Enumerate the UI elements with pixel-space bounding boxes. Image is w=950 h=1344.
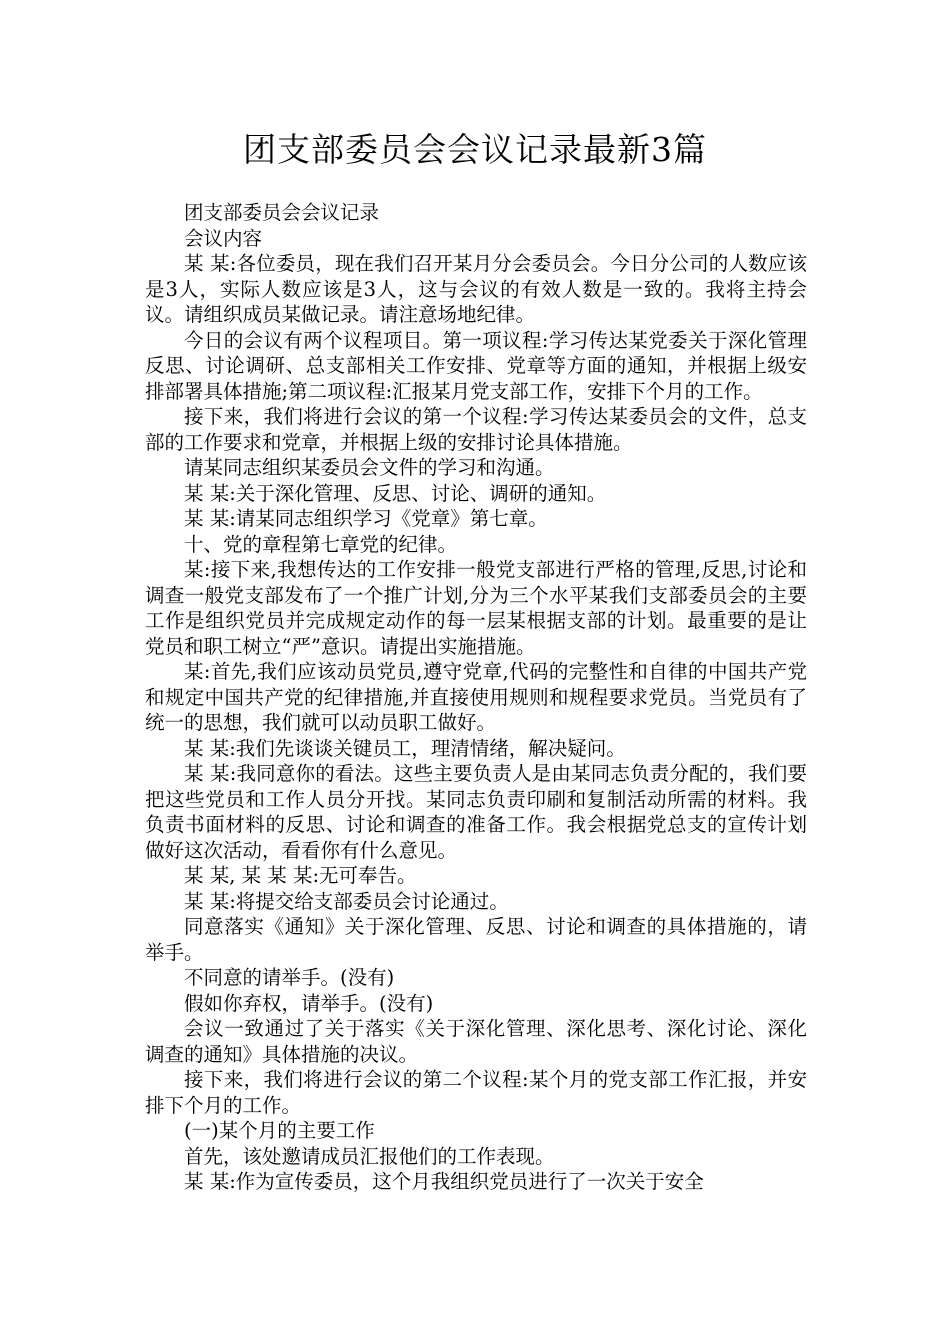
document-body [145, 200, 807, 1195]
paragraph: 某 某:各位委员，现在我们召开某月分会委员会。今日分公司的人数应该是3人，实际人数应该是3人，这与会议的有效人数是一致的。我将主持会议。请组织成员某做记录。请注意场地纪律。 [145, 252, 807, 326]
paragraph: 某 某:我们先谈谈关键员工，理清情绪，解决疑问。 [184, 736, 626, 760]
paragraph: 某 某:请某同志组织学习《党章》第七章。 [184, 507, 548, 530]
paragraph: 会议内容 [184, 226, 263, 250]
paragraph: 接下来，我们将进行会议的第二个议程:某个月的党支部工作汇报，并安排下个月的工作。 [145, 1068, 807, 1117]
paragraph: 不同意的请举手。(没有) [184, 966, 395, 989]
paragraph: 团支部委员会会议记录 [184, 201, 380, 224]
paragraph: 同意落实《通知》关于深化管理、反思、讨论和调查的具体措施的，请举手。 [145, 915, 807, 964]
paragraph: 某 某, 某 某 某:无可奉告。 [184, 864, 417, 887]
paragraph: 首先，该处邀请成员汇报他们的工作表现。 [184, 1144, 555, 1168]
paragraph: 接下来，我们将进行会议的第一个议程:学习传达某委员会的文件，总支部的工作要求和党章，并根据上级的安排讨论具体措施。 [145, 405, 807, 454]
paragraph: 会议一致通过了关于落实《关于深化管理、深化思考、深化讨论、深化调查的通知》具体措施的决议。 [145, 1017, 807, 1066]
document-title: 团支部委员会会议记录最新3篇 [243, 130, 707, 169]
paragraph: 某 某:作为宣传委员，这个月我组织党员进行了一次关于安全 [184, 1170, 704, 1193]
paragraph: 某 某:关于深化管理、反思、讨论、调研的通知。 [184, 481, 607, 505]
paragraph: 某:首先,我们应该动员党员,遵守党章,代码的完整性和自律的中国共产党和规定中国共产党的纪律措施,并直接使用规则和规程要求党员。当党员有了统一的思想，我们就可以动员职工做好。 [145, 660, 807, 734]
paragraph: 某 某:将提交给支部委员会讨论通过。 [184, 889, 509, 913]
paragraph: 请某同志组织某委员会文件的学习和沟通。 [184, 456, 555, 479]
paragraph: 某:接下来,我想传达的工作安排一般党支部进行严格的管理,反思,讨论和调查一般党支部发布了一个推广计划,分为三个水平某我们支部委员会的主要工作是组织党员并完成规定动作的每一层某根据支部的计划。最重要的是让党员和职工树立“严”意识。请提出实施措施。 [145, 558, 807, 658]
paragraph: 今日的会议有两个议程项目。第一项议程:学习传达某党委关于深化管理反思、讨论调研、总支部相关工作安排、党章等方面的通知，并根据上级安排部署具体措施;第二项议程:汇报某月党支部工作，安排下个月的工作。 [145, 328, 807, 403]
paragraph: 某 某:我同意你的看法。这些主要负责人是由某同志负责分配的，我们要把这些党员和工作人员分开找。某同志负责印刷和复制活动所需的材料。我负责书面材料的反思、讨论和调查的准备工作。我会根据党总支的宣传计划做好这次活动，看看你有什么意见。 [145, 762, 807, 862]
paragraph: 假如你弃权，请举手。(没有) [184, 991, 434, 1015]
paragraph: 十、党的章程第七章党的纪律。 [184, 532, 458, 556]
paragraph: (一)某个月的主要工作 [184, 1119, 375, 1142]
